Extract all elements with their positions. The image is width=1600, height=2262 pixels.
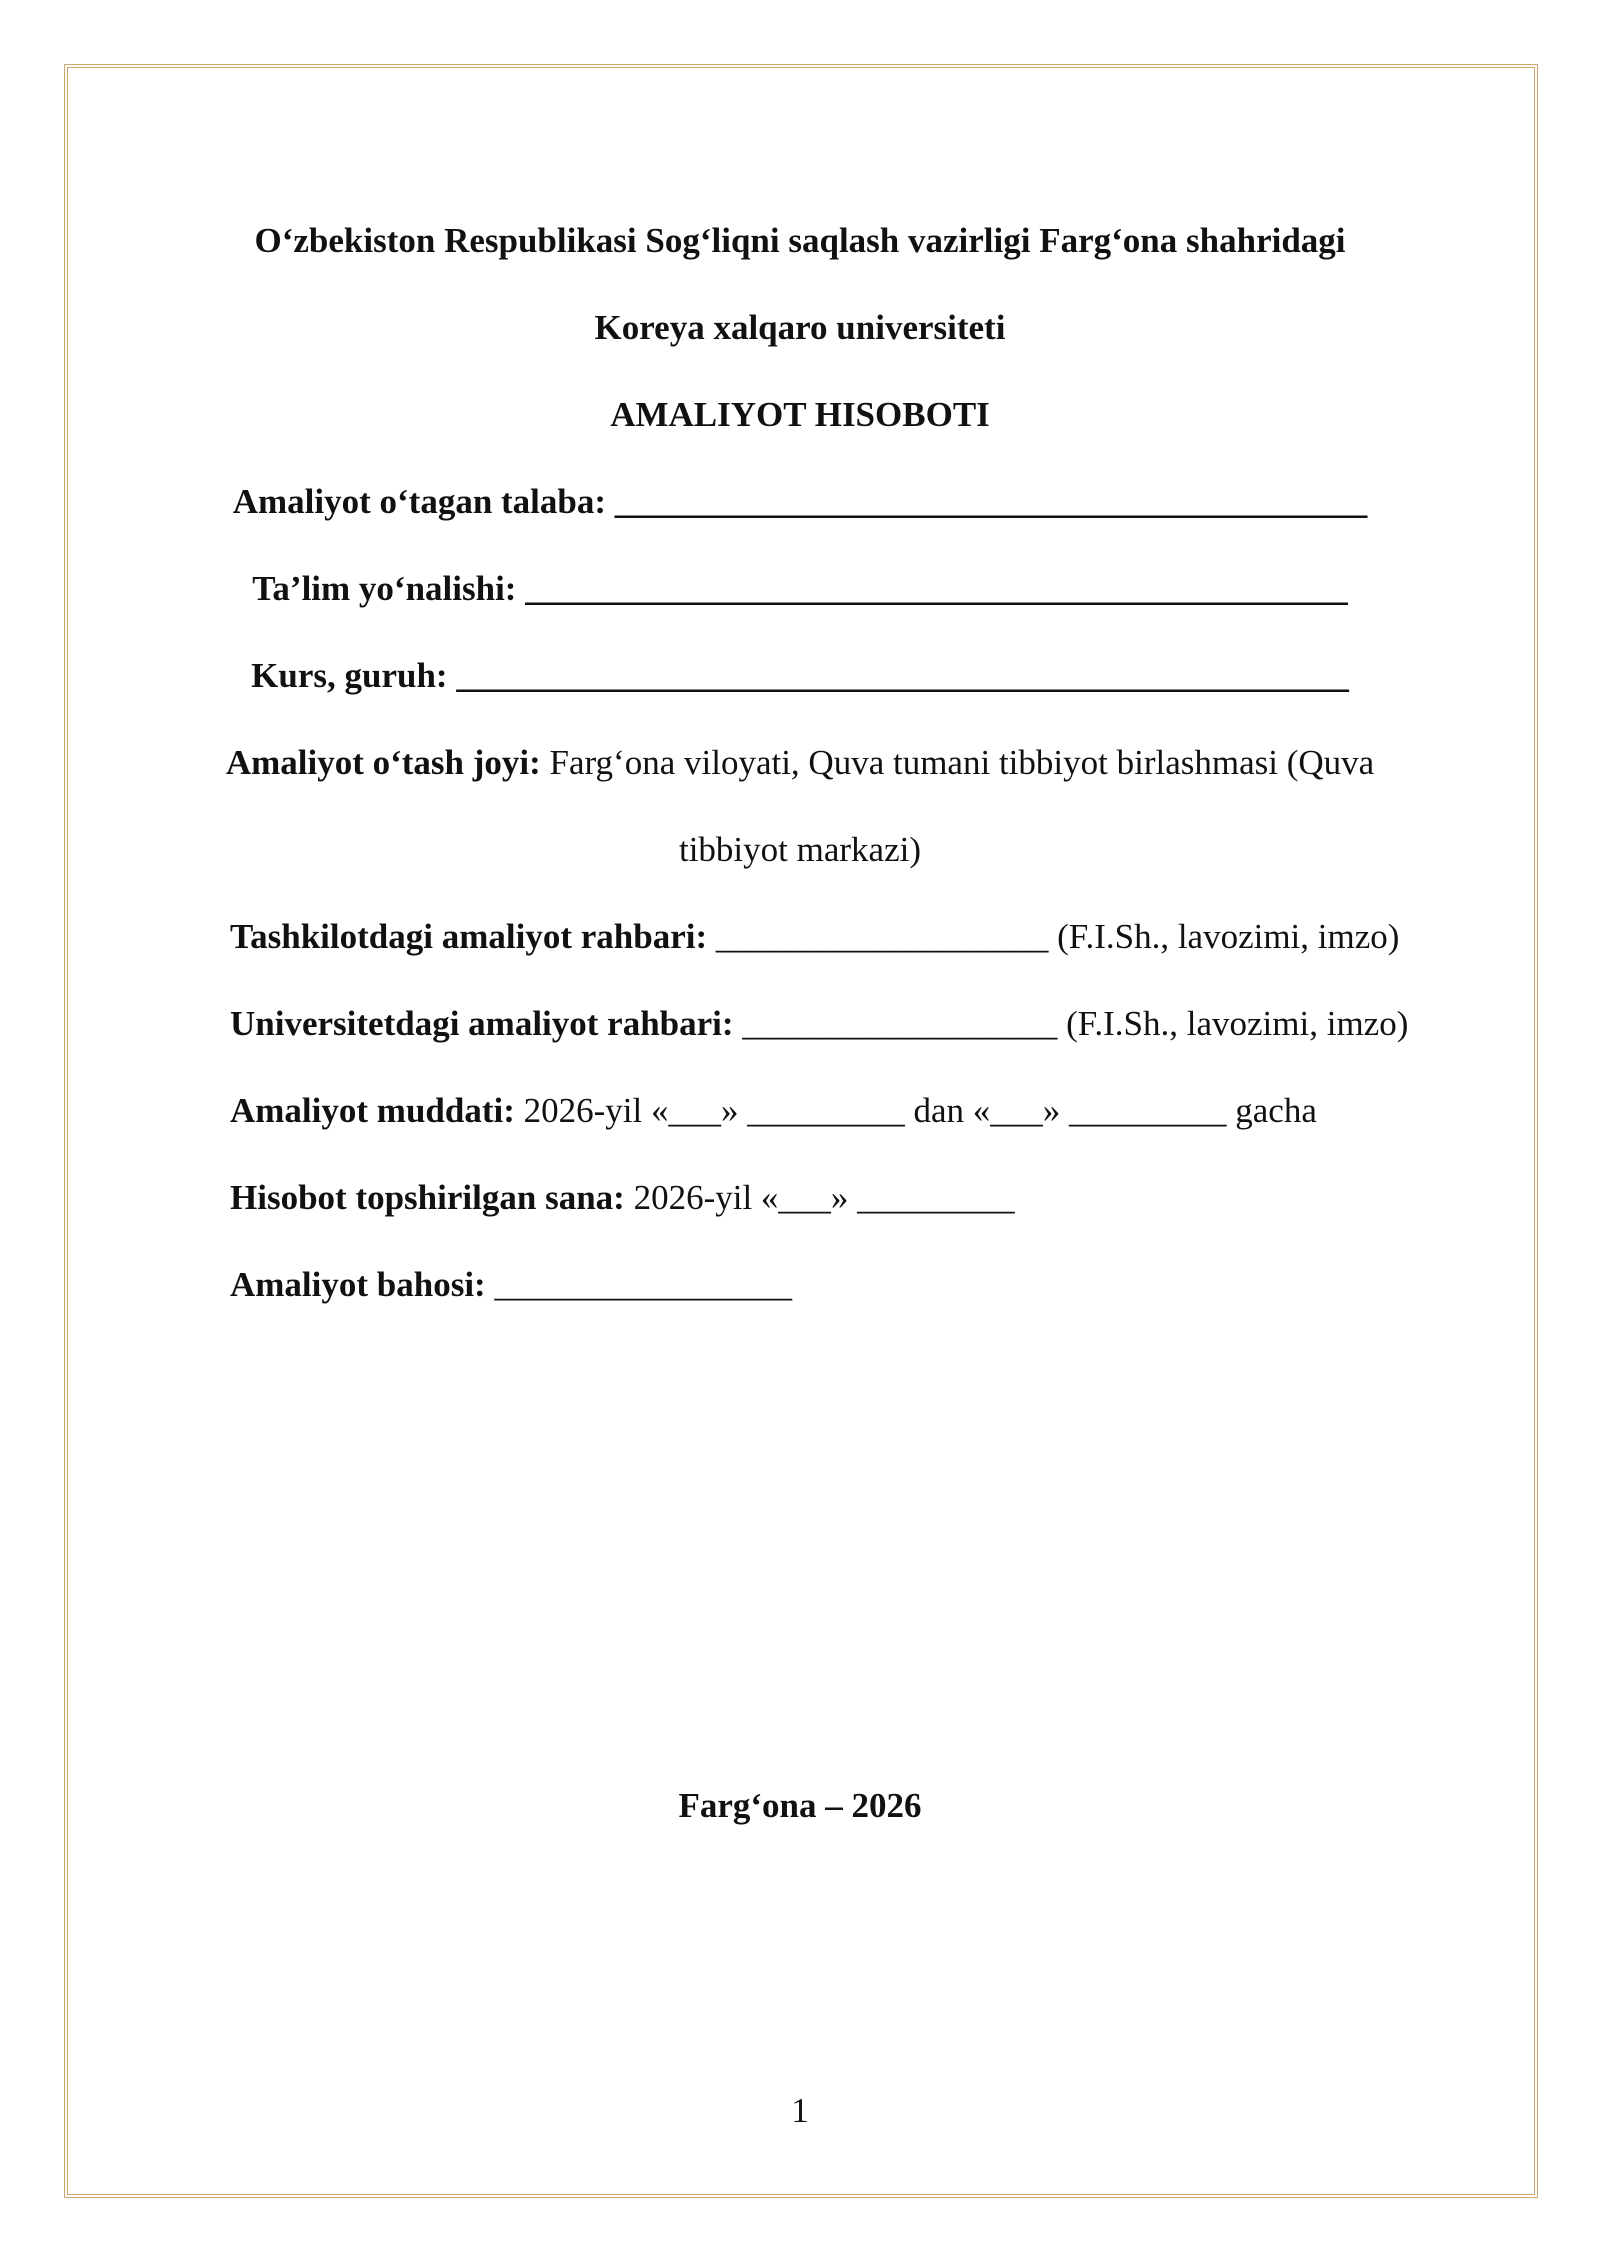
grade-blank: _________________ [494,1265,792,1304]
submission-date-value: 2026-yil «___» _________ [633,1178,1015,1217]
direction-blank: _______________________________________________ [525,569,1348,608]
page-border [64,64,1538,2198]
place-value-line1: Farg‘ona viloyati, Quva tumani tibbiyot birlashmasi (Quva [549,743,1375,782]
university-line: Koreya xalqaro universiteti [594,308,1006,347]
student-label: Amaliyot o‘tagan talaba: [232,482,607,521]
direction-field [0,569,1600,609]
ministry-line: O‘zbekiston Respublikasi Sog‘liqni saqlash vazirligi Farg‘ona shahridagi [254,221,1346,260]
org-supervisor-label: Tashkilotdagi amaliyot rahbari: [230,917,708,956]
course-group-label: Kurs, guruh: [251,656,448,695]
place-value-line2: tibbiyot markazi) [678,830,921,869]
direction-label: Ta’lim yo‘nalishi: [252,569,517,608]
org-supervisor-blank: ___________________ [715,917,1049,956]
student-field [0,482,1600,522]
duration-label: Amaliyot muddati: [230,1091,515,1130]
uni-supervisor-blank: __________________ [742,1004,1058,1043]
course-group-field [0,656,1600,696]
duration-field [230,1091,1317,1131]
uni-supervisor-field [230,1004,1408,1044]
city-year: Farg‘ona – 2026 [678,1786,922,1825]
page-number: 1 [791,2091,809,2130]
report-title: AMALIYOT HISOBOTI [610,395,990,434]
place-label: Amaliyot o‘tash joyi: [225,743,541,782]
student-blank: ___________________________________________ [614,482,1368,521]
grade-label: Amaliyot bahosi: [230,1265,486,1304]
course-group-blank: ___________________________________________________ [456,656,1349,695]
grade-field [230,1265,792,1305]
submission-date-label: Hisobot topshirilgan sana: [230,1178,625,1217]
duration-value: 2026-yil «___» _________ dan «___» _________ gacha [523,1091,1317,1130]
org-supervisor-note: (F.I.Sh., lavozimi, imzo) [1057,917,1400,956]
org-supervisor-field [230,917,1399,957]
submission-date-field [230,1178,1015,1218]
uni-supervisor-note: (F.I.Sh., lavozimi, imzo) [1066,1004,1409,1043]
uni-supervisor-label: Universitetdagi amaliyot rahbari: [230,1004,734,1043]
place-field [0,743,1600,783]
